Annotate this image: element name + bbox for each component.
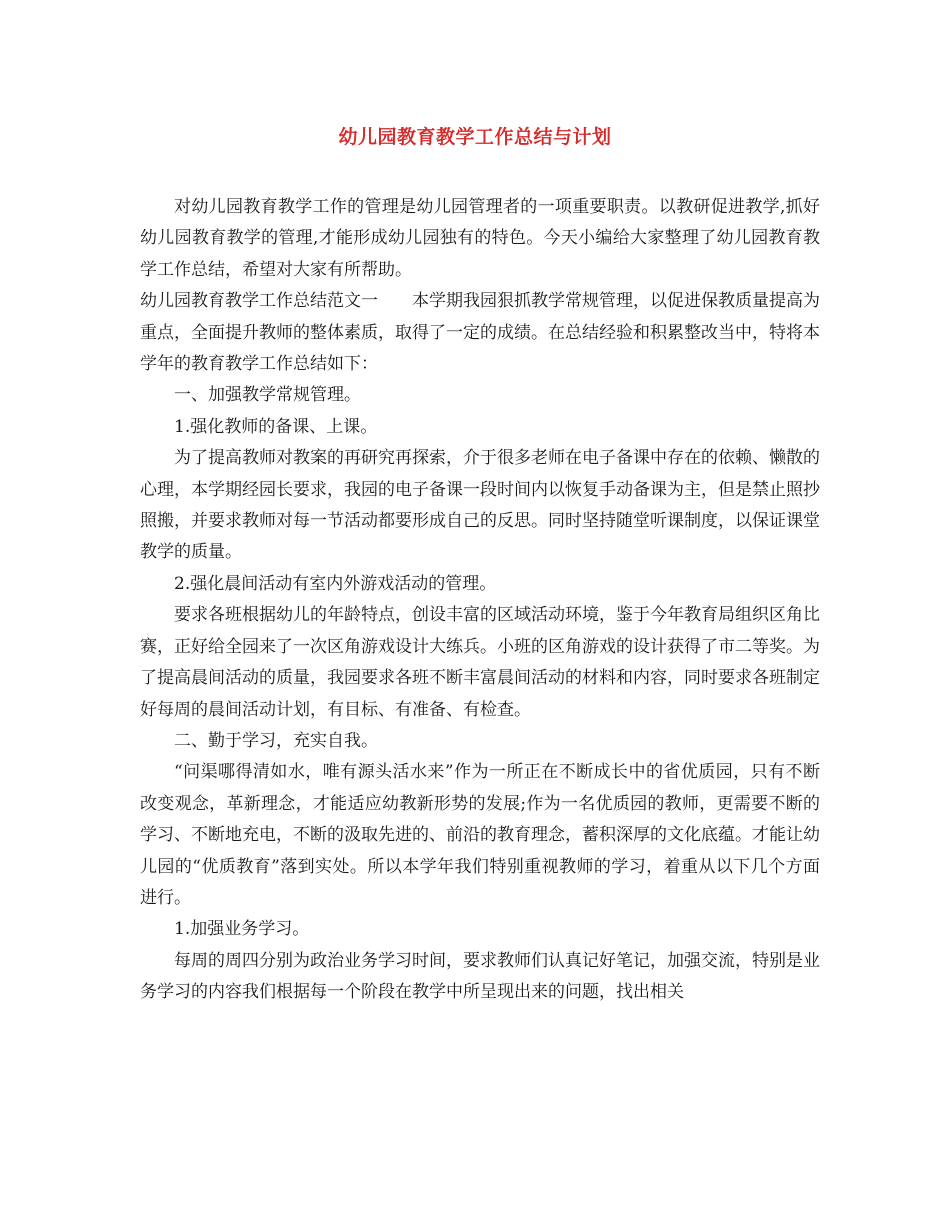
document-body: [140, 192, 820, 1009]
paragraph: 要求各班根据幼儿的年龄特点，创设丰富的区域活动环境，鉴于今年教育局组织区角比赛，正好给全园来了一次区角游戏设计大练兵。小班的区角游戏的设计获得了市二等奖。为了提高晨间活动的质量，我园要求各班不断丰富晨间活动的材料和内容，同时要求各班制定好每周的晨间活动计划，有目标、有准备、有检查。: [140, 605, 820, 720]
paragraph: “问渠哪得清如水，唯有源头活水来”作为一所正在不断成长中的省优质园，只有不断改变观念，革新理念，才能适应幼教新形势的发展;作为一名优质园的教师，更需要不断的学习、不断地充电，不断的汲取先进的、前沿的教育理念，蓄积深厚的文化底蕴。才能让幼儿园的“优质教育”落到实处。所以本学年我们特别重视教师的学习，着重从以下几个方面进行。: [140, 762, 820, 908]
paragraph: 每周的周四分别为政治业务学习时间，要求教师们认真记好笔记，加强交流，特别是业务学习的内容我们根据每一个阶段在教学中所呈现出来的问题，找出相关: [140, 950, 820, 1003]
document-title: 幼儿园教育教学工作总结与计划: [338, 126, 612, 148]
paragraph: 2.强化晨间活动有室内外游戏活动的管理。: [174, 573, 497, 594]
paragraph: 为了提高教师对教案的再研究再探索，介于很多老师在电子备课中存在的依赖、懒散的心理，本学期经园长要求，我园的电子备课一段时间内以恢复手动备课为主，但是禁止照抄照搬，并要求教师对每一节活动都要形成自己的反思。同时坚持随堂听课制度，以保证课堂教学的质量。: [140, 448, 820, 563]
paragraph: 幼儿园教育教学工作总结范文一 本学期我园狠抓教学常规管理，以促进保教质量提高为重点，全面提升教师的整体素质，取得了一定的成绩。在总结经验和积累整改当中，特将本学年的教育教学工作总结如下：: [140, 291, 820, 375]
paragraph: 1.强化教师的备课、上课。: [174, 416, 378, 437]
paragraph: 1.加强业务学习。: [174, 919, 310, 940]
paragraph: 对幼儿园教育教学工作的管理是幼儿园管理者的一项重要职责。以教研促进教学,抓好幼儿园教育教学的管理,才能形成幼儿园独有的特色。今天小编给大家整理了幼儿园教育教学工作总结，希望对大家有所帮助。: [140, 197, 820, 280]
paragraph: 二、勤于学习，充实自我。: [174, 730, 378, 751]
paragraph: 一、加强教学常规管理。: [174, 385, 361, 406]
